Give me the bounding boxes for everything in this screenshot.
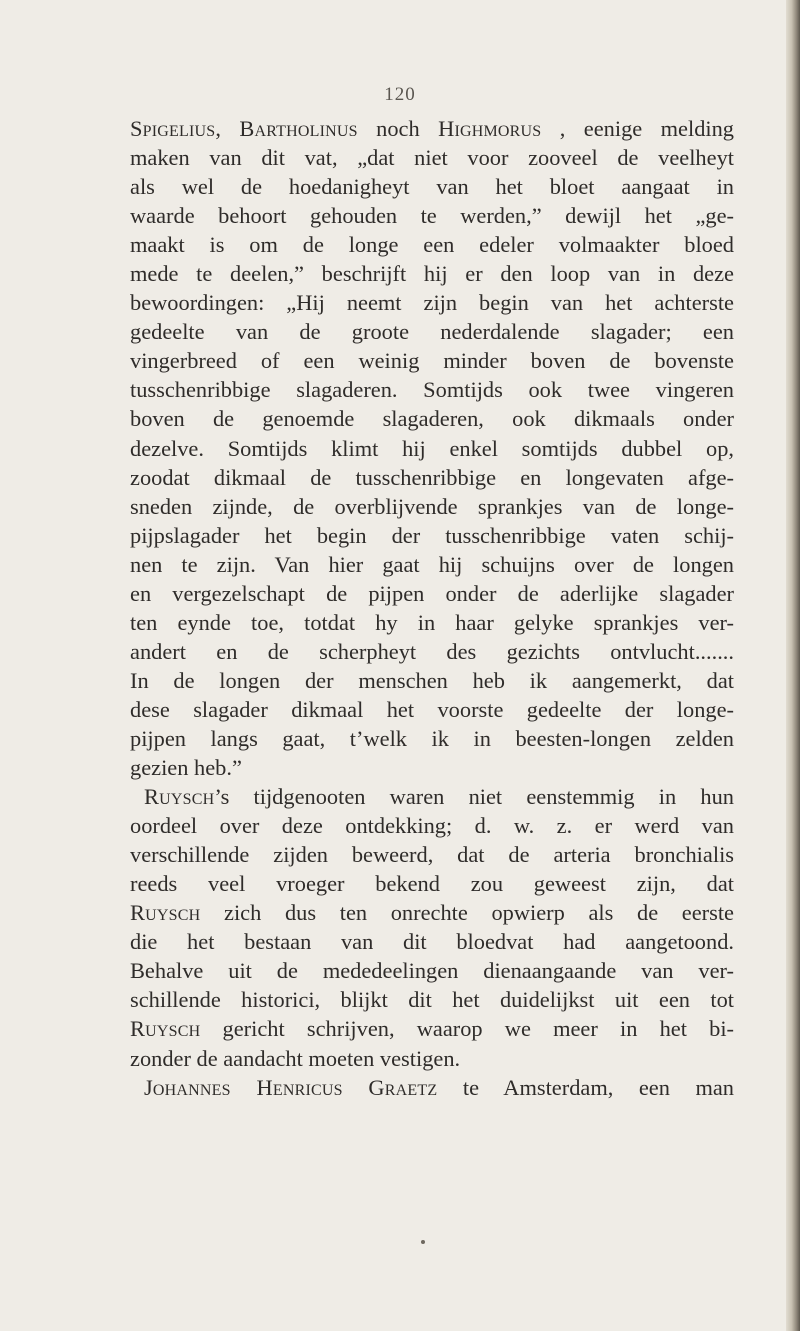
text-line [130, 869, 734, 898]
text-line [130, 463, 734, 492]
text-line [130, 637, 734, 666]
text-run: die het bestaan van dit bloedvat had aangetoond. [130, 929, 734, 955]
text-line [130, 172, 734, 201]
text-run: In de longen der menschen heb ik aangemerkt, dat [130, 667, 734, 693]
text-run: tusschenribbige slagaderen. Somtijds ook twee vingeren [130, 377, 734, 403]
text-run: , [215, 116, 240, 141]
text-line [130, 927, 734, 956]
text-run: en vergezelschapt de pijpen onder de aderlijke slagader [130, 580, 734, 606]
author-name: Ruysch [130, 1016, 201, 1042]
text-run: nen te zijn. Van hier gaat hij schuijns over de longen [130, 551, 734, 577]
text-line [130, 521, 734, 550]
author-name: Bartholinus [239, 116, 358, 141]
text-line [130, 288, 734, 317]
text-line [130, 1073, 734, 1102]
text-line [130, 317, 734, 346]
text-run: reeds veel vroeger bekend zou geweest zijn, dat [130, 871, 734, 897]
text-line [130, 666, 734, 695]
text-run: pijpen langs gaat, t’welk ik in beesten-longen zelden [130, 725, 734, 751]
author-name: Spigelius [130, 116, 216, 141]
text-line [130, 1044, 734, 1073]
text-run: boven de genoemde slagaderen, ook dikmaals onder [130, 406, 734, 432]
text-line [130, 375, 734, 404]
text-run: zich dus ten onrechte opwierp als de eerste [200, 900, 734, 926]
text-line [130, 840, 734, 869]
author-name: Ruysch [144, 784, 215, 810]
text-run: gericht schrijven, waarop we meer in het bi- [200, 1016, 734, 1042]
text-run: te Amsterdam, een man [437, 1074, 734, 1100]
text-run: sneden zijnde, de overblijvende sprankjes van de longe- [130, 493, 734, 519]
page-number: 120 [384, 84, 416, 105]
text-run: , eenige melding [541, 116, 734, 141]
text-line [130, 1014, 734, 1043]
text-run: pijpslagader het begin der tusschenribbige vaten schij- [130, 522, 734, 548]
text-run: schillende historici, blijkt dit het duidelijkst uit een tot [130, 987, 734, 1013]
text-line [130, 143, 734, 172]
text-line [130, 346, 734, 375]
text-run: gezien heb.” [130, 755, 242, 781]
text-run: ’s tijdgenooten waren niet eenstemmig in hun [214, 784, 734, 810]
text-line [130, 230, 734, 259]
text-run: als wel de hoedanigheyt van het bloet aangaat in [130, 174, 734, 200]
text-run: verschillende zijden beweerd, dat de arteria bronchialis [130, 842, 734, 868]
text-run: Behalve uit de mededeelingen dienaangaande van ver- [130, 958, 734, 984]
ink-speck [421, 1240, 425, 1244]
text-line [130, 201, 734, 230]
text-run: dezelve. Somtijds klimt hij enkel somtijds dubbel op, [130, 435, 734, 461]
text-line [130, 550, 734, 579]
text-line [130, 492, 734, 521]
body-text [130, 114, 734, 1102]
text-line [130, 695, 734, 724]
text-run: mede te deelen,” beschrijft hij er den loop van in deze [130, 261, 734, 287]
author-name: Ruysch [130, 900, 201, 926]
text-line [130, 985, 734, 1014]
text-run: maken van dit vat, „dat niet voor zooveel de veelheyt [130, 145, 734, 171]
author-name: Johannes Henricus Graetz [144, 1074, 438, 1100]
page-edge [786, 0, 800, 1331]
text-run: andert en de scherpheyt des gezichts ontvlucht....... [130, 638, 734, 664]
text-run: zonder de aandacht moeten vestigen. [130, 1045, 461, 1071]
text-line [130, 753, 734, 782]
text-line [130, 782, 734, 811]
text-line [130, 724, 734, 753]
text-run: ten eynde toe, totdat hy in haar gelyke sprankjes ver- [130, 609, 734, 635]
text-line [130, 114, 734, 143]
text-line [130, 608, 734, 637]
text-line [130, 434, 734, 463]
text-line [130, 811, 734, 840]
text-run: oordeel over deze ontdekking; d. w. z. er werd van [130, 813, 734, 839]
text-run: bewoordingen: „Hij neemt zijn begin van het achterste [130, 290, 734, 316]
author-name: Highmorus [438, 116, 542, 141]
text-run: maakt is om de longe een edeler volmaakter bloed [130, 232, 734, 258]
text-line [130, 404, 734, 433]
text-run: noch [357, 116, 439, 141]
text-line [130, 956, 734, 985]
text-line [130, 898, 734, 927]
text-run: zoodat dikmaal de tusschenribbige en longevaten afge- [130, 464, 734, 490]
text-run: dese slagader dikmaal het voorste gedeelte der longe- [130, 696, 734, 722]
text-run: gedeelte van de groote nederdalende slagader; een [130, 319, 734, 345]
text-run: vingerbreed of een weinig minder boven de bovenste [130, 348, 734, 374]
text-line [130, 259, 734, 288]
text-run: waarde behoort gehouden te werden,” dewijl het „ge- [130, 203, 734, 229]
text-line [130, 579, 734, 608]
